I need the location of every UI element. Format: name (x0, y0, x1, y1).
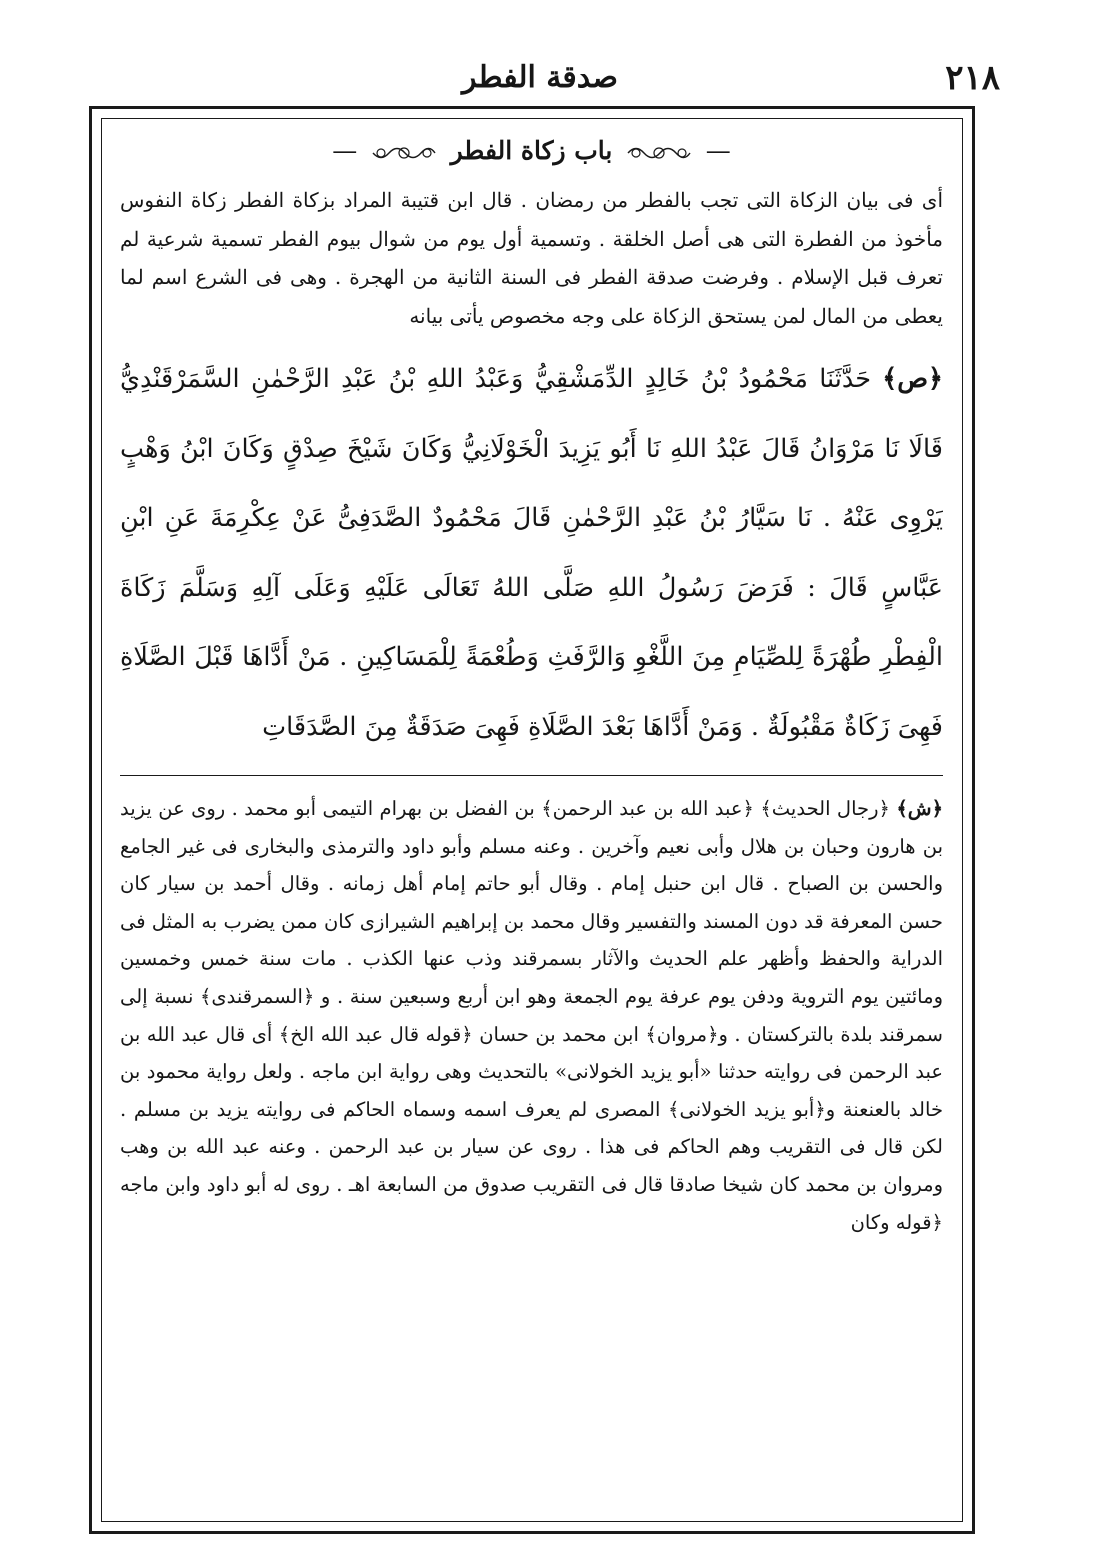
page-header (80, 55, 1000, 105)
section-divider (120, 775, 943, 776)
ornament-left-icon (369, 141, 439, 165)
chapter-intro: أى فى بيان الزكاة التى تجب بالفطر من رمضان . قال ابن قتيبة المراد بزكاة الفطر زكاة النفوس مأخوذ من الفطرة التى هى أصل الخلقة . وتسمية أول يوم من شوال بيوم الفطر تسمية شرعية لم تعرف قبل الإسلام . وفرضت صدقة الفطر فى السنة الثانية من الهجرة . وهى فى الشرع اسم لما يعطى من المال لمن يستحق الزكاة على وجه مخصوص يأتى بيانه (120, 188, 943, 328)
heading-dash-left: — (332, 136, 358, 165)
chapter-heading (120, 127, 943, 175)
page-body (120, 127, 943, 1517)
hadith-text: حَدَّثَنَا مَحْمُودُ بْنُ خَالِدٍ الدِّمَشْقِيُّ وَعَبْدُ اللهِ بْنُ عَبْدِ الرَّحْمٰنِ السَّمَرْقَنْدِيُّ قَالَا نَا مَرْوَانُ قَالَ عَبْدُ اللهِ نَا أَبُو يَزِيدَ الْخَوْلَانِيُّ وَكَانَ شَيْخَ صِدْقٍ وَكَانَ ابْنُ وَهْبٍ يَرْوِى عَنْهُ . نَا سَيَّارُ بْنُ عَبْدِ الرَّحْمٰنِ قَالَ مَحْمُودٌ الصَّدَفِىُّ عَنْ عِكْرِمَةَ عَنِ ابْنِ عَبَّاسٍ قَالَ : فَرَضَ رَسُولُ اللهِ صَلَّى اللهُ تَعَالَى عَلَيْهِ وَعَلَى آلِهِ وَسَلَّمَ زَكَاةَ الْفِطْرِ طُهْرَةً لِلصِّيَامِ مِنَ اللَّغْوِ وَالرَّفَثِ وَطُعْمَةً لِلْمَسَاكِينِ . مَنْ أَدَّاهَا قَبْلَ الصَّلَاةِ فَهِىَ زَكَاةٌ مَقْبُولَةٌ . وَمَنْ أَدَّاهَا بَعْدَ الصَّلَاةِ فَهِىَ صَدَقَةٌ مِنَ الصَّدَقَاتِ (120, 364, 943, 742)
commentary-block (120, 790, 943, 1241)
running-title: صدقة الفطر (462, 60, 618, 95)
page-number: ٢١٨ (945, 58, 1000, 98)
hadith-text-block (120, 335, 943, 765)
ornament-right-icon (624, 141, 694, 165)
chapter-title: باب زكاة الفطر (450, 136, 613, 165)
commentary-marker: ﴿ش﴾ (896, 797, 943, 820)
hadith-marker: ﴿ص﴾ (882, 364, 943, 394)
commentary-text: ﴿رجال الحديث﴾ ﴿عبد الله بن عبد الرحمن﴾ بن الفضل بن بهرام التيمى أبو محمد . روى عن يزيد بن هارون وحبان بن هلال وأبى نعيم وآخرين . وعنه مسلم وأبو داود والترمذى والبخارى فى غير الجامع والحسن بن الصباح . قال ابن حنبل إمام . وقال أبو حاتم إمام أهل زمانه . وقال أحمد بن سيار كان حسن المعرفة قد دون المسند والتفسير وقال محمد بن إبراهيم الشيرازى كان ممن يضرب به المثل فى الدراية والحفظ وأظهر علم الحديث والآثار بسمرقند وذب عنها الكذب . مات سنة خمس وخمسين ومائتين يوم التروية ودفن يوم عرفة يوم الجمعة وهو ابن أربع وسبعين سنة . و ﴿السمرقندى﴾ نسبة إلى سمرقند بلدة بالتركستان . و﴿مروان﴾ ابن محمد بن حسان ﴿قوله قال عبد الله الخ﴾ أى قال عبد الله بن عبد الرحمن فى روايته حدثنا «أبو يزيد الخولانى» بالتحديث وهى رواية ابن ماجه . ولعل رواية محمود بن خالد بالعنعنة و﴿أبو يزيد الخولانى﴾ المصرى لم يعرف اسمه وسماه الحاكم فى روايته يزيد بن مسلم . لكن قال فى التقريب وهم الحاكم فى هذا . روى عن سيار بن عبد الرحمن . وعنه عبد الله بن وهب ومروان بن محمد كان شيخا صادقا قال فى التقريب صدوق من السابعة اهـ . روى له أبو داود وابن ماجه ﴿قوله وكان (120, 797, 943, 1234)
heading-dash-right: — (705, 136, 731, 165)
